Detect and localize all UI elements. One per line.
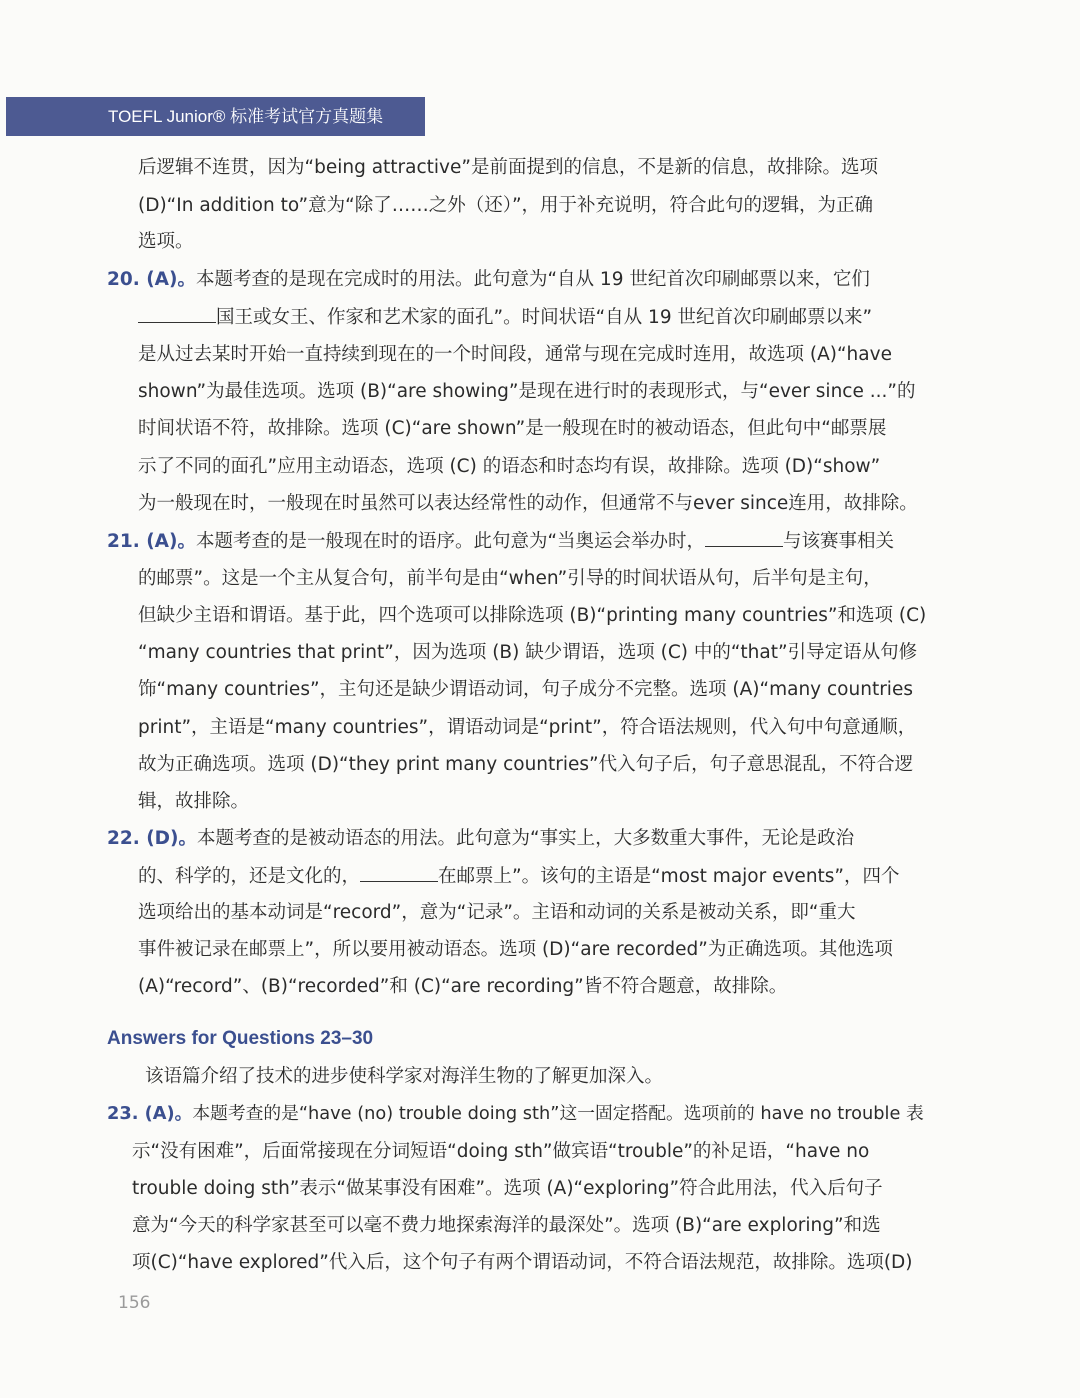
answer-text: 国王或女王、作家和艺术家的面孔”。时间状语“自从 19 世纪首次印刷邮票以来”	[216, 307, 873, 328]
text-line: 示了不同的面孔”应用主动语态，选项 (C) 的语态和时态均有误，故排除。选项 (D)“show”	[138, 456, 881, 477]
answer-number: 20. (A)。	[107, 269, 196, 290]
book-header-band	[6, 97, 425, 136]
answer-number: 21. (A)。	[107, 531, 196, 552]
text-line: shown”为最佳选项。选项 (B)“are showing”是现在进行时的表现形式，与“ever since ...”的	[138, 381, 916, 402]
answer-number: 22. (D)。	[107, 828, 197, 849]
text-line: 时间状语不符，故排除。选项 (C)“are shown”是一般现在时的被动语态，但此句中“邮票展	[138, 418, 887, 439]
answer-text: 的、科学的，还是文化的，	[138, 866, 361, 887]
answer-21-line	[107, 528, 894, 555]
text-line: 为一般现在时，一般现在时虽然可以表达经常性的动作，但通常不与ever since连用，故排除。	[138, 493, 918, 514]
answer-22-line	[107, 826, 854, 852]
text-line: 辑，故排除。	[138, 791, 250, 812]
text-line: 饰“many countries”，主句还是缺少谓语动词，句子成分不完整。选项 (A)“many countries	[138, 679, 913, 700]
answer-text: 本题考查的是被动语态的用法。此句意为“事实上，大多数重大事件，无论是政治	[196, 828, 855, 849]
text-line: (D)“In addition to”意为“除了……之外（还）”，用于补充说明，符合此句的逻辑，为正确	[138, 195, 874, 216]
answer-20-line	[107, 267, 870, 293]
text-line: 项(C)“have explored”代入后，这个句子有两个谓语动词，不符合语法规范，故排除。选项(D)	[132, 1252, 913, 1273]
answer-text: 本题考查的是“have (no) trouble doing sth”这一固定搭配。选项前的 have no trouble 表	[192, 1104, 924, 1124]
answer-20-line	[138, 304, 872, 331]
book-title: TOEFL Junior® 标准考试官方真题集	[108, 107, 384, 126]
section-heading: Answers for Questions 23–30	[107, 1028, 374, 1049]
page-number: 156	[118, 1293, 151, 1313]
text-line: 故为正确选项。选项 (D)“they print many countries”代入句子后，句子意思混乱，不符合逻	[138, 754, 914, 775]
text-line: 意为“今天的科学家甚至可以毫不费力地探索海洋的最深处”。选项 (B)“are exploring”和选	[132, 1215, 881, 1236]
answer-text: 在邮票上”。该句的主语是“most major events”，四个	[438, 866, 900, 887]
answer-number: 23. (A)。	[107, 1104, 193, 1124]
fill-blank	[705, 528, 783, 547]
text-line: 示“没有困难”，后面常接现在分词短语“doing sth”做宾语“trouble”的补足语，“have no	[132, 1141, 870, 1162]
text-line: trouble doing sth”表示“做某事没有困难”。选项 (A)“exploring”符合此用法，代入后句子	[132, 1178, 883, 1199]
answer-text: 与该赛事相关	[783, 531, 895, 552]
text-line: print”，主语是“many countries”，谓语动词是“print”，符合语法规则，代入句中句意通顺，	[138, 717, 917, 738]
answer-text: 本题考查的是现在完成时的用法。此句意为“自从 19 世纪首次印刷邮票以来，它们	[195, 269, 870, 290]
answer-22-line	[138, 863, 900, 890]
text-line: 选项。	[138, 231, 194, 252]
fill-blank	[360, 863, 438, 882]
text-line: (A)“record”、(B)“recorded”和 (C)“are recording”皆不符合题意，故排除。	[138, 976, 788, 997]
answer-text: 本题考查的是一般现在时的语序。此句意为“当奥运会举办时，	[195, 531, 706, 552]
passage-intro: 该语篇介绍了技术的进步使科学家对海洋生物的了解更加深入。	[145, 1066, 664, 1087]
fill-blank	[138, 304, 216, 323]
text-line: 但缺少主语和谓语。基于此，四个选项可以排除选项 (B)“printing many countries”和选项 (C)	[138, 605, 927, 626]
text-line: “many countries that print”，因为选项 (B) 缺少谓语，选项 (C) 中的“that”引导定语从句修	[138, 642, 918, 663]
answer-23-line	[107, 1101, 924, 1127]
text-line: 的邮票”。这是一个主从复合句，前半句是由“when”引导的时间状语从句，后半句是主句，	[138, 568, 882, 589]
text-line: 后逻辑不连贯，因为“being attractive”是前面提到的信息，不是新的信息，故排除。选项	[138, 157, 878, 178]
text-line: 事件被记录在邮票上”，所以要用被动语态。选项 (D)“are recorded”为正确选项。其他选项	[138, 939, 893, 960]
text-line: 是从过去某时开始一直持续到现在的一个时间段，通常与现在完成时连用，故选项 (A)“have	[138, 344, 892, 365]
text-line: 选项给出的基本动词是“record”，意为“记录”。主语和动词的关系是被动关系，即“重大	[138, 902, 856, 923]
